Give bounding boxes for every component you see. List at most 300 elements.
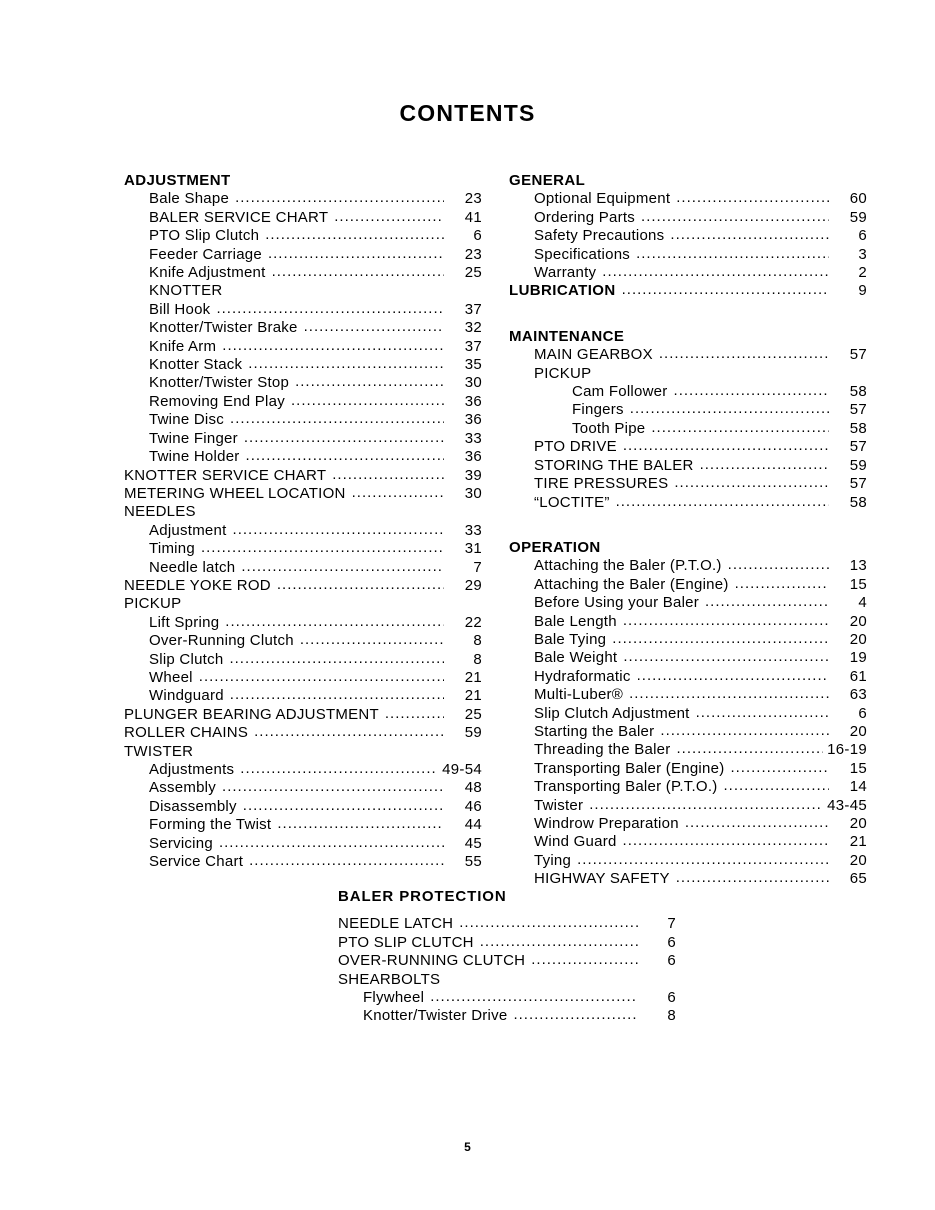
dot-leader: [659, 345, 829, 363]
toc-entry-page-number: 31: [464, 540, 482, 558]
dot-leader: [676, 189, 829, 207]
toc-entry-label: HIGHWAY SAFETY: [534, 870, 670, 888]
toc-entry-tire-pressures[interactable]: [509, 475, 867, 493]
dot-leader: [272, 263, 444, 281]
toc-entry-label: TWISTER: [124, 742, 194, 760]
toc-entry-page-number: 21: [849, 833, 867, 851]
toc-entry-page-number: 7: [667, 915, 676, 933]
toc-entry-page-number: 15: [849, 759, 867, 777]
toc-group-heading-general: GENERAL: [509, 172, 586, 189]
toc-entry-knife-arm[interactable]: [124, 338, 482, 356]
toc-entry-lift-spring[interactable]: [124, 614, 482, 632]
dot-leader: [201, 539, 444, 557]
toc-entry-label: Attaching the Baler (P.T.O.): [534, 557, 722, 575]
dot-leader: [300, 631, 444, 649]
toc-entry-label: STORING THE BALER: [534, 456, 694, 474]
toc-entry-pickup[interactable]: [124, 595, 482, 613]
toc-entry-main-gearbox[interactable]: [509, 346, 867, 364]
dot-leader: [230, 686, 444, 704]
toc-entry-page-number: 61: [849, 667, 867, 685]
toc-entry-wheel[interactable]: [124, 669, 482, 687]
toc-entry-starting-the-baler[interactable]: [509, 723, 867, 741]
toc-entry-label: TIRE PRESSURES: [534, 475, 669, 493]
toc-entry-bill-hook[interactable]: [124, 301, 482, 319]
toc-entry-page-number: 9: [858, 282, 867, 300]
toc-entry-page-number: 46: [464, 797, 482, 815]
toc-entry-label: Ordering Parts: [534, 208, 636, 226]
toc-entry-label: Bill Hook: [149, 300, 211, 318]
dot-leader: [700, 456, 829, 474]
toc-entry-label: Bale Length: [534, 612, 617, 630]
dot-leader: [630, 400, 829, 418]
toc-entry-page-number: 36: [464, 411, 482, 429]
toc-entry-flywheel[interactable]: [338, 989, 676, 1007]
toc-entry-page-number: 44: [464, 816, 482, 834]
dot-leader: [334, 208, 444, 226]
toc-entry-label: PTO DRIVE: [534, 438, 617, 456]
toc-entry-page-number: 33: [464, 429, 482, 447]
toc-entry-label: Flywheel: [363, 989, 425, 1007]
toc-entry-label: Bale Shape: [149, 190, 230, 208]
footer-page-number: 5: [464, 1140, 471, 1154]
dot-leader: [723, 777, 829, 795]
dot-leader: [246, 447, 444, 465]
toc-entry-label: Transporting Baler (P.T.O.): [534, 778, 718, 796]
toc-entry-lubrication[interactable]: [509, 282, 867, 300]
toc-entry-page-number: 20: [849, 612, 867, 630]
dot-leader: [222, 778, 444, 796]
toc-entry-page-number: 65: [849, 870, 867, 888]
toc-entry-shearbolts[interactable]: [338, 971, 676, 989]
toc-entry-label: Needle latch: [149, 558, 236, 576]
toc-entry-page-number: 23: [464, 245, 482, 263]
dot-leader: [696, 704, 829, 722]
toc-entry-page-number: 35: [464, 356, 482, 374]
toc-entry-label: Twine Finger: [149, 429, 238, 447]
toc-entry-label: BALER SERVICE CHART: [149, 208, 329, 226]
toc-entry-label: Wind Guard: [534, 833, 617, 851]
toc-entry-bale-tying[interactable]: [509, 631, 867, 649]
toc-group-heading-baler-protection: BALER PROTECTION: [338, 888, 507, 905]
toc-entry-roller-chains[interactable]: [124, 724, 482, 742]
dot-leader: [277, 576, 444, 594]
toc-entry-label: Twister: [534, 796, 584, 814]
toc-entry-label: Knotter/Twister Brake: [149, 319, 298, 337]
toc-entry-adjustments[interactable]: [124, 761, 482, 779]
toc-entry-label: Bale Tying: [534, 630, 607, 648]
toc-group-heading-adjustment: ADJUSTMENT: [124, 172, 231, 189]
toc-entry-over-running-clutch[interactable]: [338, 952, 676, 970]
dot-leader: [225, 613, 444, 631]
toc-entry-before-using-your-baler[interactable]: [509, 594, 867, 612]
dot-leader: [629, 685, 829, 703]
toc-entry-label: Adjustments: [149, 761, 235, 778]
toc-entry-page-number: 36: [464, 448, 482, 466]
toc-entry-feeder-carriage[interactable]: [124, 246, 482, 264]
dot-leader: [735, 575, 829, 593]
toc-entry-needle-latch[interactable]: [338, 915, 676, 933]
dot-leader: [265, 226, 444, 244]
toc-entry-page-number: 15: [849, 575, 867, 593]
dot-leader: [254, 723, 444, 741]
dot-leader: [229, 650, 444, 668]
toc-entry-label: Warranty: [534, 264, 597, 282]
page-title: CONTENTS: [399, 100, 536, 126]
toc-entry-page-number: 58: [849, 383, 867, 401]
dot-leader: [623, 612, 829, 630]
toc-entry-page-number: 43-45: [827, 796, 867, 814]
dot-leader: [216, 300, 444, 318]
toc-entry-page-number: 59: [464, 724, 482, 742]
toc-entry-disassembly[interactable]: [124, 798, 482, 816]
toc-entry-page-number: 6: [667, 933, 676, 951]
dot-leader: [577, 851, 829, 869]
toc-entry-adjustment[interactable]: [124, 522, 482, 540]
toc-entry-twister[interactable]: [124, 743, 482, 761]
toc-entry-page-number: 59: [849, 208, 867, 226]
group-spacer: [509, 512, 867, 539]
toc-entry-page-number: 57: [849, 401, 867, 419]
dot-leader: [670, 226, 829, 244]
toc-entry-page-number: 57: [849, 475, 867, 493]
toc-entry-label: Knotter Stack: [149, 356, 243, 374]
dot-leader: [219, 834, 444, 852]
toc-entry-label: Optional Equipment: [534, 190, 671, 208]
dot-leader: [676, 869, 829, 887]
dot-leader: [295, 373, 444, 391]
toc-entry-pto-drive[interactable]: [509, 438, 867, 456]
dot-leader: [622, 281, 829, 299]
toc-entry-bale-shape[interactable]: [124, 190, 482, 208]
toc-entry-knotter-service-chart[interactable]: [124, 467, 482, 485]
dot-leader: [623, 437, 829, 455]
toc-entry-label: Knotter/Twister Stop: [149, 374, 290, 392]
toc-entry-wind-guard[interactable]: [509, 833, 867, 851]
toc-entry-knotter-stack[interactable]: [124, 356, 482, 374]
dot-leader: [612, 630, 829, 648]
dot-leader: [459, 914, 638, 932]
toc-entry-label: Cam Follower: [572, 383, 668, 401]
toc-entry-attaching-the-baler-engine[interactable]: [509, 576, 867, 594]
toc-entry-page-number: 2: [858, 264, 867, 282]
toc-entry-page-number: 45: [464, 834, 482, 852]
dot-leader: [589, 796, 823, 814]
dot-leader: [352, 484, 444, 502]
dot-leader: [244, 429, 444, 447]
dot-leader: [513, 1006, 638, 1024]
toc-entry-label: PICKUP: [534, 364, 592, 382]
toc-entry-storing-the-baler[interactable]: [509, 457, 867, 475]
dot-leader: [705, 593, 829, 611]
toc-entry-label: Specifications: [534, 245, 631, 263]
toc-entry-label: Timing: [149, 540, 195, 558]
toc-entry-page-number: 20: [849, 722, 867, 740]
contents-column-left: [124, 172, 482, 871]
dot-leader: [268, 245, 444, 263]
toc-entry-label: Knife Adjustment: [149, 264, 266, 282]
toc-entry-windrow-preparation[interactable]: [509, 815, 867, 833]
dot-leader: [674, 474, 829, 492]
toc-entry-label: Slip Clutch Adjustment: [534, 704, 690, 722]
toc-entry-page-number: 19: [849, 649, 867, 667]
toc-entry-page-number: 30: [464, 484, 482, 502]
toc-entry-page-number: 20: [849, 815, 867, 832]
toc-entry-ordering-parts[interactable]: [509, 209, 867, 227]
toc-entry-label: Hydraformatic: [534, 667, 631, 685]
toc-entry-timing[interactable]: [124, 540, 482, 558]
toc-entry-label: Removing End Play: [149, 392, 285, 410]
toc-entry-page-number: 36: [464, 392, 482, 410]
toc-entry-specifications[interactable]: [509, 246, 867, 264]
dot-leader: [332, 466, 444, 484]
dot-leader: [637, 667, 829, 685]
toc-entry-page-number: 13: [849, 557, 867, 575]
toc-entry-page-number: 21: [464, 687, 482, 705]
toc-entry-page-number: 55: [464, 853, 482, 871]
toc-entry-bale-length[interactable]: [509, 613, 867, 631]
toc-entry-transporting-baler-p-t-o[interactable]: [509, 778, 867, 796]
toc-entry-servicing[interactable]: [124, 835, 482, 853]
toc-entry-label: Feeder Carriage: [149, 245, 262, 263]
toc-entry-label: NEEDLE YOKE ROD: [124, 576, 271, 594]
toc-entry-knotter[interactable]: [124, 282, 482, 300]
toc-entry-label: Bale Weight: [534, 649, 618, 667]
toc-entry-label: PICKUP: [124, 595, 182, 613]
toc-entry-page-number: 22: [464, 613, 482, 631]
toc-entry-label: KNOTTER: [149, 282, 223, 300]
toc-entry-needle-yoke-rod[interactable]: [124, 577, 482, 595]
dot-leader: [730, 759, 829, 777]
toc-entry-page-number: 20: [849, 630, 867, 648]
toc-entry-label: NEEDLES: [124, 503, 196, 521]
dot-leader: [243, 797, 444, 815]
toc-entry-label: Service Chart: [149, 853, 244, 871]
toc-entry-page-number: 6: [858, 227, 867, 245]
dot-leader: [430, 988, 638, 1006]
dot-leader: [623, 832, 829, 850]
dot-leader: [728, 556, 829, 574]
toc-entry-page-number: 21: [464, 668, 482, 686]
toc-entry-page-number: 60: [849, 190, 867, 208]
toc-entry-page-number: 6: [858, 704, 867, 722]
toc-entry-page-number: 58: [849, 493, 867, 511]
dot-leader: [651, 419, 829, 437]
toc-entry-label: PTO SLIP CLUTCH: [338, 933, 474, 951]
toc-entry-page-number: 32: [464, 319, 482, 337]
toc-entry-label: SHEARBOLTS: [338, 970, 441, 988]
toc-entry-service-chart[interactable]: [124, 853, 482, 871]
toc-entry-page-number: 30: [464, 374, 482, 392]
toc-entry-label: LUBRICATION: [509, 282, 616, 300]
toc-entry-removing-end-play[interactable]: [124, 393, 482, 411]
toc-entry-page-number: 3: [858, 245, 867, 263]
toc-entry-twine-disc[interactable]: [124, 411, 482, 429]
toc-entry-page-number: 8: [473, 632, 482, 650]
toc-entry-tooth-pipe[interactable]: [509, 420, 867, 438]
dot-leader: [248, 355, 444, 373]
toc-entry-label: Safety Precautions: [534, 227, 665, 245]
toc-entry-label: Transporting Baler (Engine): [534, 759, 725, 777]
toc-entry-label: Starting the Baler: [534, 722, 655, 740]
toc-entry-page-number: 16-19: [827, 741, 867, 759]
toc-entry-page-number: 57: [849, 438, 867, 456]
toc-entry-page-number: 6: [473, 227, 482, 245]
toc-entry-page-number: 29: [464, 576, 482, 594]
toc-entry-label: Before Using your Baler: [534, 594, 699, 612]
toc-entry-pto-slip-clutch[interactable]: [338, 934, 676, 952]
toc-entry-page-number: 25: [464, 264, 482, 282]
toc-entry-page-number: 58: [849, 419, 867, 437]
dot-leader: [199, 668, 444, 686]
toc-entry-cam-follower[interactable]: [509, 383, 867, 401]
toc-entry-label: Forming the Twist: [149, 816, 272, 834]
dot-leader: [291, 392, 444, 410]
dot-leader: [674, 382, 829, 400]
dot-leader: [277, 815, 444, 833]
toc-entry-tying[interactable]: [509, 852, 867, 870]
toc-entry-label: Multi-Luber®: [534, 686, 624, 704]
toc-entry-page-number: 14: [849, 778, 867, 796]
toc-entry-label: Tooth Pipe: [572, 419, 646, 437]
toc-entry-knotter-twister-stop[interactable]: [124, 374, 482, 392]
toc-entry-page-number: 23: [464, 190, 482, 208]
toc-entry-forming-the-twist[interactable]: [124, 816, 482, 834]
toc-entry-page-number: 6: [667, 952, 676, 970]
toc-entry-label: METERING WHEEL LOCATION: [124, 484, 346, 502]
toc-entry-hydraformatic[interactable]: [509, 668, 867, 686]
toc-entry-optional-equipment[interactable]: [509, 190, 867, 208]
toc-entry-label: PTO Slip Clutch: [149, 227, 260, 245]
toc-entry-windguard[interactable]: [124, 687, 482, 705]
dot-leader: [641, 208, 829, 226]
toc-entry-page-number: 6: [667, 989, 676, 1007]
dot-leader: [480, 933, 638, 951]
toc-entry-label: Fingers: [572, 401, 624, 419]
toc-entry-label: Windguard: [149, 687, 224, 705]
toc-entry-slip-clutch-adjustment[interactable]: [509, 705, 867, 723]
toc-entry-label: NEEDLE LATCH: [338, 915, 454, 933]
dot-leader: [685, 814, 829, 832]
toc-entry-label: Servicing: [149, 834, 213, 852]
toc-entry-safety-precautions[interactable]: [509, 227, 867, 245]
toc-entry-label: Twine Holder: [149, 448, 240, 466]
toc-entry-page-number: 37: [464, 337, 482, 355]
toc-entry-plunger-bearing-adjustment[interactable]: [124, 706, 482, 724]
toc-entry-page-number: 8: [667, 1007, 676, 1025]
toc-entry-over-running-clutch[interactable]: [124, 632, 482, 650]
toc-entry-page-number: 37: [464, 300, 482, 318]
toc-entry-baler-service-chart[interactable]: [124, 209, 482, 227]
dot-leader: [660, 722, 829, 740]
toc-entry-page-number: 8: [473, 650, 482, 668]
toc-entry-label: Threading the Baler: [534, 741, 671, 759]
toc-entry-pickup[interactable]: [509, 365, 867, 383]
toc-entry-warranty[interactable]: [509, 264, 867, 282]
toc-entry-page-number: 25: [464, 705, 482, 723]
dot-leader: [304, 318, 444, 336]
toc-entry-needles[interactable]: [124, 503, 482, 521]
dot-leader: [677, 740, 824, 758]
toc-entry-label: Knotter/Twister Drive: [363, 1007, 508, 1025]
toc-entry-label: PLUNGER BEARING ADJUSTMENT: [124, 705, 379, 723]
toc-entry-bale-weight[interactable]: [509, 649, 867, 667]
dot-leader: [222, 337, 444, 355]
dot-leader: [235, 189, 444, 207]
toc-entry-label: Adjustment: [149, 521, 227, 539]
dot-leader: [602, 263, 829, 281]
dot-leader: [385, 705, 444, 723]
toc-entry-attaching-the-baler-p-t-o[interactable]: [509, 557, 867, 575]
toc-entry-knotter-twister-brake[interactable]: [124, 319, 482, 337]
toc-entry-fingers[interactable]: [509, 401, 867, 419]
toc-entry-assembly[interactable]: [124, 779, 482, 797]
toc-entry-knife-adjustment[interactable]: [124, 264, 482, 282]
toc-entry-page-number: 41: [464, 208, 482, 226]
toc-entry-pto-slip-clutch[interactable]: [124, 227, 482, 245]
toc-entry-label: “LOCTITE”: [534, 493, 610, 511]
dot-leader: [233, 521, 444, 539]
toc-entry-label: ROLLER CHAINS: [124, 724, 249, 742]
toc-entry-page-number: 7: [473, 558, 482, 576]
toc-entry-label: Windrow Preparation: [534, 815, 679, 832]
toc-group-heading-operation: OPERATION: [509, 538, 601, 556]
toc-entry-threading-the-baler[interactable]: [509, 741, 867, 759]
dot-leader: [616, 493, 829, 511]
toc-entry-label: Wheel: [149, 668, 193, 686]
contents-column-right: [509, 172, 867, 889]
toc-entry-transporting-baler-engine[interactable]: [509, 760, 867, 778]
dot-leader: [623, 648, 829, 666]
baler-protection-block: [338, 888, 676, 1026]
toc-entry-twine-holder[interactable]: [124, 448, 482, 466]
toc-entry-multi-luber[interactable]: [509, 686, 867, 704]
toc-entry-knotter-twister-drive[interactable]: [338, 1007, 676, 1025]
toc-entry-page-number: 59: [849, 456, 867, 474]
toc-entry-page-number: 4: [858, 594, 867, 612]
toc-entry-page-number: 39: [464, 466, 482, 484]
toc-entry-needle-latch[interactable]: [124, 559, 482, 577]
group-spacer: [509, 301, 867, 328]
toc-entry-metering-wheel-location[interactable]: [124, 485, 482, 503]
dot-leader: [249, 852, 444, 870]
toc-entry-label: MAIN GEARBOX: [534, 346, 653, 364]
toc-entry-page-number: 20: [849, 851, 867, 869]
dot-leader: [636, 245, 829, 263]
toc-entry-label: Twine Disc: [149, 411, 225, 429]
toc-entry-label: Attaching the Baler (Engine): [534, 575, 729, 593]
dot-leader: [230, 410, 444, 428]
toc-entry-highway-safety[interactable]: [509, 870, 867, 888]
dot-leader: [240, 760, 438, 778]
toc-entry-page-number: 57: [849, 346, 867, 364]
toc-entry-twister[interactable]: [509, 797, 867, 815]
toc-entry-page-number: 33: [464, 521, 482, 539]
toc-entry-label: Tying: [534, 851, 572, 869]
toc-entry-label: Slip Clutch: [149, 650, 224, 668]
toc-entry-label: Knife Arm: [149, 337, 217, 355]
toc-entry-label: Over-Running Clutch: [149, 632, 294, 650]
toc-entry-page-number: 63: [849, 686, 867, 704]
toc-entry-label: Disassembly: [149, 797, 237, 815]
toc-entry-loctite[interactable]: [509, 494, 867, 512]
toc-entry-twine-finger[interactable]: [124, 430, 482, 448]
toc-entry-label: OVER-RUNNING CLUTCH: [338, 952, 526, 970]
dot-leader: [241, 558, 444, 576]
toc-entry-slip-clutch[interactable]: [124, 651, 482, 669]
toc-entry-label: Assembly: [149, 779, 217, 797]
toc-entry-page-number: 48: [464, 779, 482, 797]
dot-leader: [531, 951, 638, 969]
